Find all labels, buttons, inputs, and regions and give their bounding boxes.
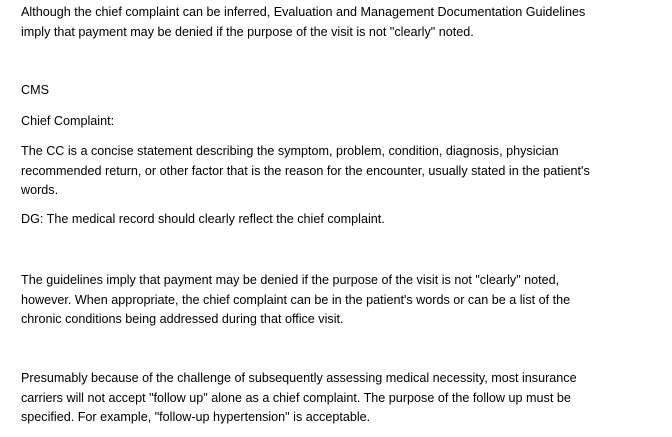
intro-paragraph	[21, 3, 661, 42]
cc-definition-line-1: The CC is a concise statement describing the symptom, problem, condition, diagnosis, physician	[21, 144, 559, 158]
guidelines-line-3: chronic conditions being addressed during that office visit.	[21, 312, 344, 326]
cc-definition-paragraph	[21, 142, 661, 201]
intro-line-2: imply that payment may be denied if the purpose of the visit is not "clearly" noted.	[21, 24, 474, 39]
cms-heading: CMS	[21, 83, 49, 97]
guidelines-line-1: The guidelines imply that payment may be denied if the purpose of the visit is not "clearly" noted,	[21, 273, 560, 287]
follow-up-line-2: carriers will not accept "follow up" alone as a chief complaint. The purpose of the follow up must be	[21, 390, 571, 405]
follow-up-line-1: Presumably because of the challenge of subsequently assessing medical necessity, most insurance	[21, 371, 577, 385]
guidelines-line-2: however. When appropriate, the chief complaint can be in the patient's words or can be a list of the	[21, 292, 571, 307]
cc-definition-line-2: recommended return, or other factor that is the reason for the encounter, usually stated in the patient's	[21, 163, 590, 178]
follow-up-line-3: specified. For example, "follow-up hypertension" is acceptable.	[21, 410, 371, 424]
guidelines-paragraph	[21, 271, 661, 330]
dg-statement: DG: The medical record should clearly reflect the chief complaint.	[21, 212, 385, 226]
follow-up-paragraph	[21, 369, 661, 428]
chief-complaint-heading: Chief Complaint:	[21, 114, 115, 128]
intro-line-1: Although the chief complaint can be inferred, Evaluation and Management Documentation Guidelines	[21, 5, 586, 19]
cc-definition-line-3: words.	[21, 183, 59, 197]
